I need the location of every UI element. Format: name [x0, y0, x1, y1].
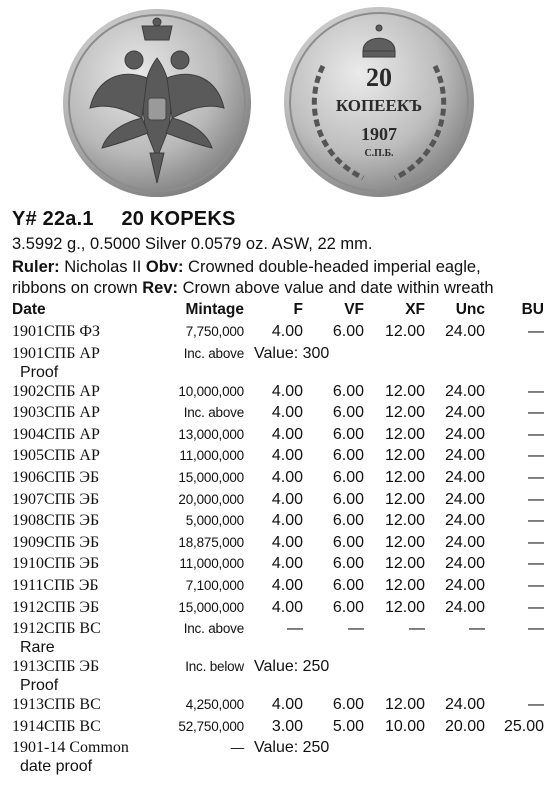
row-date: [0, 344, 162, 382]
coin-mint-text: С.П.Б.: [364, 148, 394, 159]
row-grade-bu: —: [528, 598, 544, 616]
table-row: [0, 598, 559, 620]
row-grade-bu: —: [528, 404, 544, 422]
row-date: [0, 695, 162, 717]
row-grade-vf: 6.00: [332, 598, 364, 616]
row-grade-f: 4.00: [271, 323, 303, 340]
obverse-label: Obv:: [145, 258, 184, 276]
row-value: Value: 250: [254, 739, 330, 757]
row-grade-vf: 6.00: [332, 323, 364, 340]
row-mintage: Inc. above: [183, 621, 244, 637]
row-grade-f: 4.00: [271, 512, 303, 530]
row-grade-vf: 6.00: [332, 555, 364, 573]
row-grade-bu: —: [528, 696, 544, 714]
table-row: [0, 403, 559, 425]
catalog-number: Y# 22a.1: [12, 208, 94, 230]
row-grade-unc: 24.00: [444, 382, 485, 400]
row-grade-vf: 5.00: [332, 717, 364, 735]
row-date: [0, 717, 162, 739]
row-grade-bu: —: [528, 555, 544, 573]
row-date-note: Proof: [20, 363, 59, 381]
row-grade-bu: —: [528, 382, 544, 400]
row-grade-f: 4.00: [271, 382, 303, 400]
coin-word-text: КОПЕЕКЪ: [335, 96, 423, 115]
row-grade-bu: —: [528, 533, 544, 551]
row-grade-f: 4.00: [271, 447, 303, 465]
row-grade-vf: 6.00: [332, 696, 364, 714]
row-grade-bu: —: [528, 425, 544, 443]
row-grade-xf: 12.00: [384, 382, 425, 400]
table-body: [0, 322, 559, 776]
row-grade-xf: 10.00: [384, 717, 425, 735]
row-grade-xf: 12.00: [384, 447, 425, 465]
row-grade-f: 4.00: [271, 533, 303, 551]
row-grade-xf: 12.00: [384, 404, 425, 422]
row-date-note: date proof: [20, 758, 93, 776]
row-date: [0, 533, 162, 555]
table-row: [0, 695, 559, 717]
row-grade-unc: —: [469, 620, 485, 638]
row-grade-bu: —: [528, 576, 544, 594]
row-grade-unc: 24.00: [444, 512, 485, 530]
table-row: [0, 446, 559, 468]
row-date: [0, 403, 162, 425]
row-grade-bu: —: [528, 620, 544, 638]
row-mintage: 11,000,000: [179, 556, 244, 572]
row-grade-xf: 12.00: [384, 425, 425, 443]
table-header-row: [0, 300, 559, 322]
row-mintage: 15,000,000: [178, 599, 244, 615]
header-f: F: [293, 301, 303, 318]
row-grade-f: 4.00: [271, 576, 303, 594]
row-grade-vf: 6.00: [332, 468, 364, 486]
header-vf: VF: [344, 301, 364, 318]
row-date-text: 1910СПБ ЭБ: [12, 555, 100, 573]
row-mintage: 11,000,000: [179, 448, 244, 464]
row-grade-xf: 12.00: [384, 533, 425, 551]
row-grade-f: 4.00: [271, 404, 303, 422]
row-grade-bu: —: [528, 490, 544, 508]
row-grade-unc: 24.00: [444, 490, 485, 508]
row-grade-vf: 6.00: [332, 382, 364, 400]
catalog-heading: [12, 208, 236, 231]
row-mintage: 4,250,000: [185, 697, 244, 713]
ruler-label: Ruler:: [12, 258, 60, 276]
table-row: [0, 619, 559, 657]
table-row: [0, 657, 559, 695]
coin-images: [0, 0, 540, 205]
row-date: [0, 554, 162, 576]
row-grade-vf: —: [348, 620, 364, 638]
mintage-table: [0, 300, 559, 776]
table-row: [0, 468, 559, 490]
row-grade-xf: 12.00: [384, 323, 425, 340]
row-grade-xf: 12.00: [384, 576, 425, 594]
row-mintage: 20,000,000: [178, 491, 244, 507]
row-date: [0, 425, 162, 447]
table-row: [0, 533, 559, 555]
denomination: 20 KOPEKS: [121, 208, 236, 230]
row-date-text: 1905СПБ АР: [12, 447, 100, 465]
coin-value-text: 20: [366, 63, 392, 92]
row-grade-f: 4.00: [271, 468, 303, 486]
row-date-text: 1913СПБ ВС: [12, 696, 101, 714]
table-row: [0, 425, 559, 447]
row-grade-unc: 24.00: [444, 404, 485, 422]
row-value: Value: 300: [254, 344, 330, 362]
row-date-text: 1912СПБ ВС: [12, 620, 101, 638]
row-grade-bu: —: [528, 447, 544, 465]
row-mintage: 7,100,000: [185, 577, 244, 593]
row-date: [0, 619, 162, 657]
row-grade-xf: 12.00: [384, 490, 425, 508]
row-grade-vf: 6.00: [332, 533, 364, 551]
row-mintage: —: [230, 740, 244, 756]
coin-obverse-image: [62, 8, 252, 198]
row-grade-bu: 25.00: [503, 717, 544, 735]
row-mintage: 15,000,000: [178, 469, 244, 485]
row-grade-unc: 24.00: [444, 425, 485, 443]
row-mintage: 13,000,000: [178, 426, 244, 442]
row-grade-vf: 6.00: [332, 512, 364, 530]
row-date: [0, 738, 162, 776]
row-date-text: 1904СПБ АР: [12, 425, 100, 443]
row-date-text: 1914СПБ ВС: [12, 717, 101, 735]
row-grade-xf: 12.00: [384, 555, 425, 573]
row-date-text: 1911СПБ ЭБ: [12, 576, 99, 594]
row-grade-f: 4.00: [271, 425, 303, 443]
row-mintage: 52,750,000: [178, 718, 244, 734]
coin-reverse-image: [283, 6, 475, 198]
header-xf: XF: [405, 301, 425, 318]
row-grade-unc: 24.00: [444, 598, 485, 616]
header-bu: BU: [521, 301, 544, 318]
row-grade-unc: 24.00: [444, 555, 485, 573]
row-grade-xf: 12.00: [384, 696, 425, 714]
row-date-text: 1901СПБ ФЗ: [12, 323, 101, 340]
row-grade-vf: 6.00: [332, 490, 364, 508]
row-mintage: 5,000,000: [185, 513, 244, 529]
header-mintage: Mintage: [185, 301, 244, 318]
row-date: [0, 468, 162, 490]
row-date-note: Rare: [20, 639, 55, 657]
row-mintage: 7,750,000: [185, 324, 244, 339]
row-mintage: Inc. below: [185, 659, 244, 675]
coin-specs: 3.5992 g., 0.5000 Silver 0.0579 oz. ASW, 22 mm.: [12, 235, 373, 253]
obverse-text: Crowned double-headed imperial eagle, ribbons on crown: [12, 258, 481, 297]
coin-year-text: 1907: [361, 124, 397, 144]
row-mintage: Inc. above: [183, 405, 244, 421]
row-grade-f: 4.00: [271, 555, 303, 573]
row-grade-vf: 6.00: [332, 404, 364, 422]
table-row: [0, 322, 559, 344]
row-mintage: 10,000,000: [178, 383, 244, 399]
row-date-note: Proof: [20, 677, 59, 695]
row-grade-unc: 24.00: [444, 533, 485, 551]
reverse-text: Crown above value and date within wreath: [178, 279, 494, 297]
table-row: [0, 738, 559, 776]
row-date: [0, 446, 162, 468]
row-date-text: 1909СПБ ЭБ: [12, 533, 100, 551]
row-grade-unc: 24.00: [444, 576, 485, 594]
row-date: [0, 598, 162, 620]
table-row: [0, 554, 559, 576]
row-grade-unc: 24.00: [444, 468, 485, 486]
table-row: [0, 576, 559, 598]
row-grade-xf: 12.00: [384, 598, 425, 616]
row-grade-xf: —: [409, 620, 425, 638]
table-row: [0, 344, 559, 382]
row-date-text: 1901СПБ АР: [12, 344, 100, 362]
row-grade-bu: —: [528, 468, 544, 486]
row-date-text: 1913СПБ ЭБ: [12, 658, 100, 676]
row-date-text: 1906СПБ ЭБ: [12, 468, 100, 486]
reverse-label: Rev:: [142, 279, 179, 297]
row-grade-xf: 12.00: [384, 468, 425, 486]
header-date: Date: [12, 301, 46, 318]
table-row: [0, 382, 559, 404]
row-date: [0, 322, 162, 344]
header-unc: Unc: [455, 301, 485, 318]
row-grade-f: 4.00: [271, 598, 303, 616]
row-date: [0, 576, 162, 598]
row-mintage: Inc. above: [183, 345, 244, 361]
row-mintage: 18,875,000: [178, 534, 244, 550]
row-grade-unc: 20.00: [444, 717, 485, 735]
row-grade-f: 4.00: [271, 490, 303, 508]
row-date-text: 1907СПБ ЭБ: [12, 490, 100, 508]
row-grade-bu: —: [528, 323, 544, 340]
row-value: Value: 250: [254, 658, 330, 676]
row-grade-xf: 12.00: [384, 512, 425, 530]
row-date-text: 1903СПБ АР: [12, 404, 100, 422]
table-row: [0, 511, 559, 533]
coin-description: [12, 257, 532, 299]
row-date: [0, 382, 162, 404]
row-grade-unc: 24.00: [444, 323, 485, 340]
table-row: [0, 717, 559, 739]
row-grade-vf: 6.00: [332, 425, 364, 443]
row-date: [0, 657, 162, 695]
row-grade-f: 4.00: [271, 696, 303, 714]
row-grade-f: —: [287, 620, 303, 638]
row-grade-vf: 6.00: [332, 447, 364, 465]
row-date-text: 1902СПБ АР: [12, 382, 100, 400]
row-grade-unc: 24.00: [444, 447, 485, 465]
row-date: [0, 490, 162, 512]
row-grade-f: 3.00: [271, 717, 303, 735]
row-grade-unc: 24.00: [444, 696, 485, 714]
row-date-text: 1901-14 Common: [12, 739, 129, 757]
row-date-text: 1908СПБ ЭБ: [12, 512, 100, 530]
row-date: [0, 511, 162, 533]
table-row: [0, 490, 559, 512]
row-grade-bu: —: [528, 512, 544, 530]
ruler-text: Nicholas II: [59, 258, 146, 276]
row-grade-vf: 6.00: [332, 576, 364, 594]
row-date-text: 1912СПБ ЭБ: [12, 598, 100, 616]
